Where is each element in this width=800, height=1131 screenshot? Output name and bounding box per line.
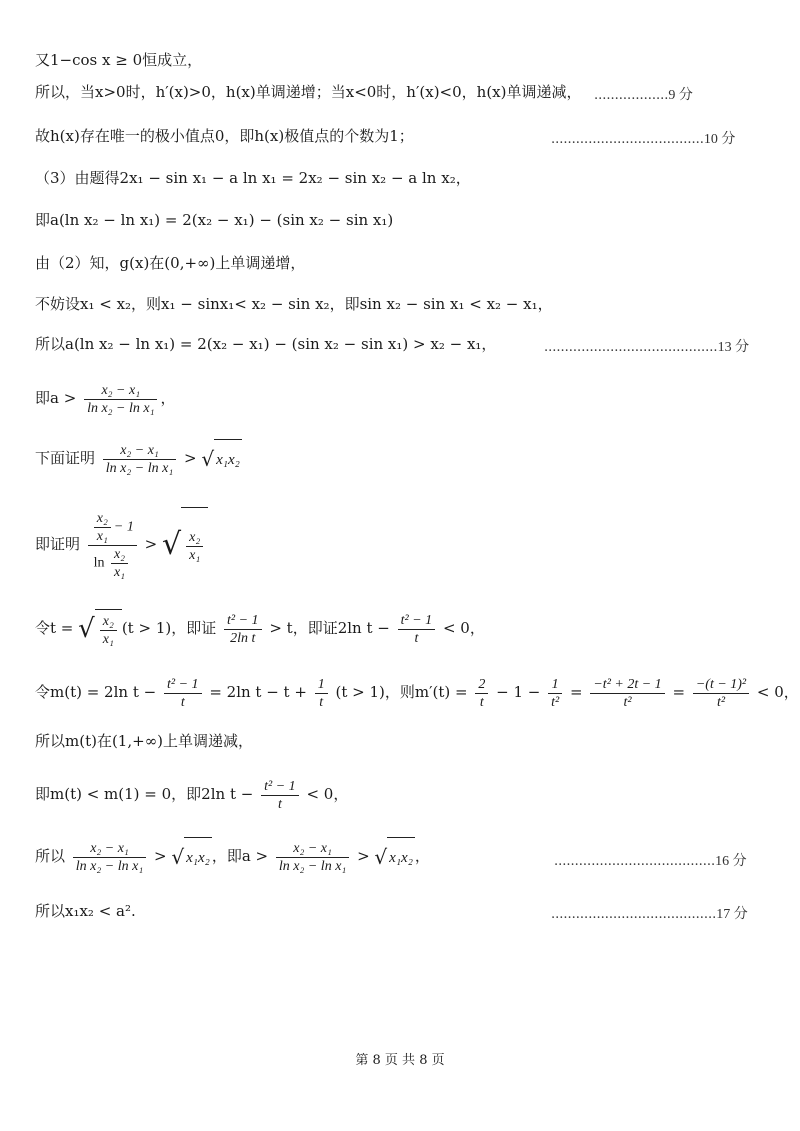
sqrt-symbol: √	[201, 447, 215, 471]
text-line-13	[35, 672, 799, 712]
text-line-2: 所以，当x>0时，h′(x)>0，h(x)单调递增；当x<0时，h′(x)<0，h(x)单调递减，	[35, 83, 582, 101]
t2m1-over-t	[398, 612, 436, 647]
x1-label: x₁	[102, 631, 114, 647]
score-leader-10: .....................................10 分	[551, 132, 736, 147]
gt-sign: >	[153, 847, 167, 865]
sqrt-symbol: √	[161, 527, 182, 562]
t-label: t	[277, 796, 282, 812]
sqrt-x1x2: x₁x₂	[387, 837, 415, 878]
x2-over-x1	[100, 613, 117, 648]
text-line-8: 所以a(ln x₂ − ln x₁) = 2(x₂ − x₁) − (sin x₂ − sin x₁) > x₂ − x₁，	[35, 335, 497, 353]
line-13-d: − 1 −	[496, 683, 541, 701]
line-13-a: 令m(t) = 2ln t −	[35, 683, 157, 701]
line-16-c: ，	[414, 847, 430, 865]
score-leader-17: ........................................17 分	[551, 907, 748, 922]
line-11-prefix: 即证明	[35, 535, 81, 553]
t-label: t	[479, 694, 484, 710]
poly-numerator: −t² + 2t − 1	[590, 676, 664, 694]
minus-one: − 1	[113, 519, 134, 535]
t2-minus-1: t² − 1	[224, 612, 262, 630]
t2-label: t²	[551, 694, 560, 710]
x2-label: x₂	[186, 529, 203, 547]
line-12-b: (t > 1)，即证	[121, 619, 217, 637]
line-12-c: > t，即证2ln t −	[269, 619, 390, 637]
two-ln-t: 2ln t	[230, 630, 256, 646]
text-line-4: （3）由题得2x₁ − sin x₁ − a ln x₁ = 2x₂ − sin x₂ − a ln x₂，	[35, 169, 471, 187]
text-line-3: 故h(x)存在唯一的极小值点0，即h(x)极值点的个数为1；	[35, 127, 414, 145]
fraction-numerator: x₂ − x₁	[276, 840, 349, 858]
t2-label: t²	[716, 694, 726, 710]
score-leader-13: ..........................................13 分	[544, 340, 750, 355]
one-over-t2	[548, 676, 562, 711]
text-line-10	[35, 438, 242, 480]
x1-label: x₁	[113, 564, 126, 580]
t2-label: t²	[623, 694, 632, 710]
line-15-b: < 0，	[306, 785, 349, 803]
fraction-x-diff-over-ln-diff	[84, 382, 157, 417]
gt-sign: >	[144, 535, 158, 553]
fraction-denominator: ln x₂ − ln x₁	[278, 858, 347, 874]
text-line-5: 即a(ln x₂ − ln x₁) = 2(x₂ − x₁) − (sin x₂ − sin x₁)	[35, 211, 394, 229]
sqrt-x1x2: x₁x₂	[214, 439, 242, 480]
one-label: 1	[315, 676, 328, 694]
x2-over-x1-den	[111, 546, 128, 581]
fraction-numerator: x₂ − x₁	[103, 442, 176, 460]
text-line-9	[35, 378, 175, 418]
t2-minus-1: t² − 1	[261, 778, 299, 796]
compound-fraction	[88, 510, 137, 581]
score-leader-16: .......................................16 分	[554, 854, 747, 869]
line-13-c: (t > 1)，则m′(t) =	[335, 683, 468, 701]
poly-over-t2	[590, 676, 664, 711]
line-16-a: 所以	[35, 847, 66, 865]
sqrt-fraction	[181, 507, 208, 584]
line-16-b: ，即a >	[211, 847, 269, 865]
x2-label: x₂	[111, 546, 128, 564]
fraction-x-diff-over-ln-diff-3	[73, 840, 146, 875]
score-16: 16 分	[715, 854, 747, 869]
line-13-e: < 0，	[756, 683, 799, 701]
compound-denominator	[88, 546, 137, 581]
text-line-1: 又1−cos x ≥ 0恒成立，	[35, 51, 203, 69]
text-line-12	[35, 608, 485, 650]
x1-label: x₁	[96, 528, 108, 544]
text-line-16	[35, 836, 430, 878]
fraction-numerator: x₂ − x₁	[73, 840, 146, 858]
fraction-numerator: x₂ − x₁	[84, 382, 157, 400]
line-12-a: 令t =	[35, 619, 74, 637]
x2-over-x1-root	[186, 529, 203, 564]
line-9-prefix: 即a >	[35, 389, 77, 407]
x2-over-x1	[94, 510, 111, 545]
score-leader-9: ..................9 分	[594, 88, 693, 103]
line-15-a: 即m(t) < m(1) = 0，即2ln t −	[35, 785, 254, 803]
square-numerator: −(t − 1)²	[693, 676, 749, 694]
fraction-denominator: ln x₂ − ln x₁	[75, 858, 144, 874]
gt-sign: >	[183, 449, 197, 467]
sqrt-symbol: √	[78, 614, 95, 644]
fraction-denominator: ln x₂ − ln x₁	[105, 460, 174, 476]
ln-label: ln	[93, 555, 105, 571]
t-label: t	[414, 630, 419, 646]
x2-label: x₂	[94, 510, 111, 528]
t2-minus-1: t² − 1	[164, 676, 202, 694]
compound-numerator	[88, 510, 137, 546]
x1-label: x₁	[189, 547, 201, 563]
sqrt-symbol: √	[171, 845, 185, 869]
t2-minus-1: t² − 1	[398, 612, 436, 630]
t2m1-over-2lnt	[224, 612, 262, 647]
line-12-d: < 0，	[442, 619, 485, 637]
fraction-denominator: ln x₂ − ln x₁	[87, 400, 155, 416]
text-line-15	[35, 774, 348, 814]
t-label: t	[180, 694, 185, 710]
page-footer: 第 8 页 共 8 页	[355, 1053, 445, 1068]
fraction-x-diff-over-ln-diff-4	[276, 840, 349, 875]
square-over-t2	[693, 676, 749, 711]
line-10-prefix: 下面证明	[35, 449, 96, 467]
sqrt-x2-over-x1	[95, 609, 122, 650]
x2-label: x₂	[100, 613, 117, 631]
text-line-11	[35, 506, 208, 584]
two-over-t	[475, 676, 488, 711]
score-13: 13 分	[717, 340, 750, 355]
two-label: 2	[475, 676, 488, 694]
gt-sign: >	[357, 847, 370, 865]
text-line-14: 所以m(t)在(1,+∞)上单调递减，	[35, 732, 254, 750]
line-13-b: = 2ln t − t +	[209, 683, 307, 701]
text-line-7: 不妨设x₁ < x₂，则x₁ − sinx₁< x₂ − sin x₂，即sin x₂ − sin x₁ < x₂ − x₁，	[35, 295, 553, 313]
t-label: t	[319, 694, 324, 710]
eq-sign: =	[672, 683, 686, 701]
eq-sign: =	[570, 683, 583, 701]
text-line-6: 由（2）知，g(x)在(0,+∞)上单调递增，	[35, 254, 306, 272]
sqrt-symbol: √	[374, 845, 388, 869]
text-line-17: 所以x₁x₂ < a².	[35, 902, 136, 920]
t2m1-over-t	[261, 778, 299, 813]
score-17: 17 分	[716, 907, 748, 922]
sqrt-x1x2: x₁x₂	[184, 837, 212, 878]
line-9-suffix: ，	[160, 389, 176, 407]
one-over-t	[315, 676, 328, 711]
t2m1-over-t	[164, 676, 202, 711]
one-label: 1	[548, 676, 562, 694]
score-10: 10 分	[703, 132, 736, 147]
fraction-x-diff-over-ln-diff-2	[103, 442, 176, 477]
score-9: 9 分	[668, 88, 693, 103]
